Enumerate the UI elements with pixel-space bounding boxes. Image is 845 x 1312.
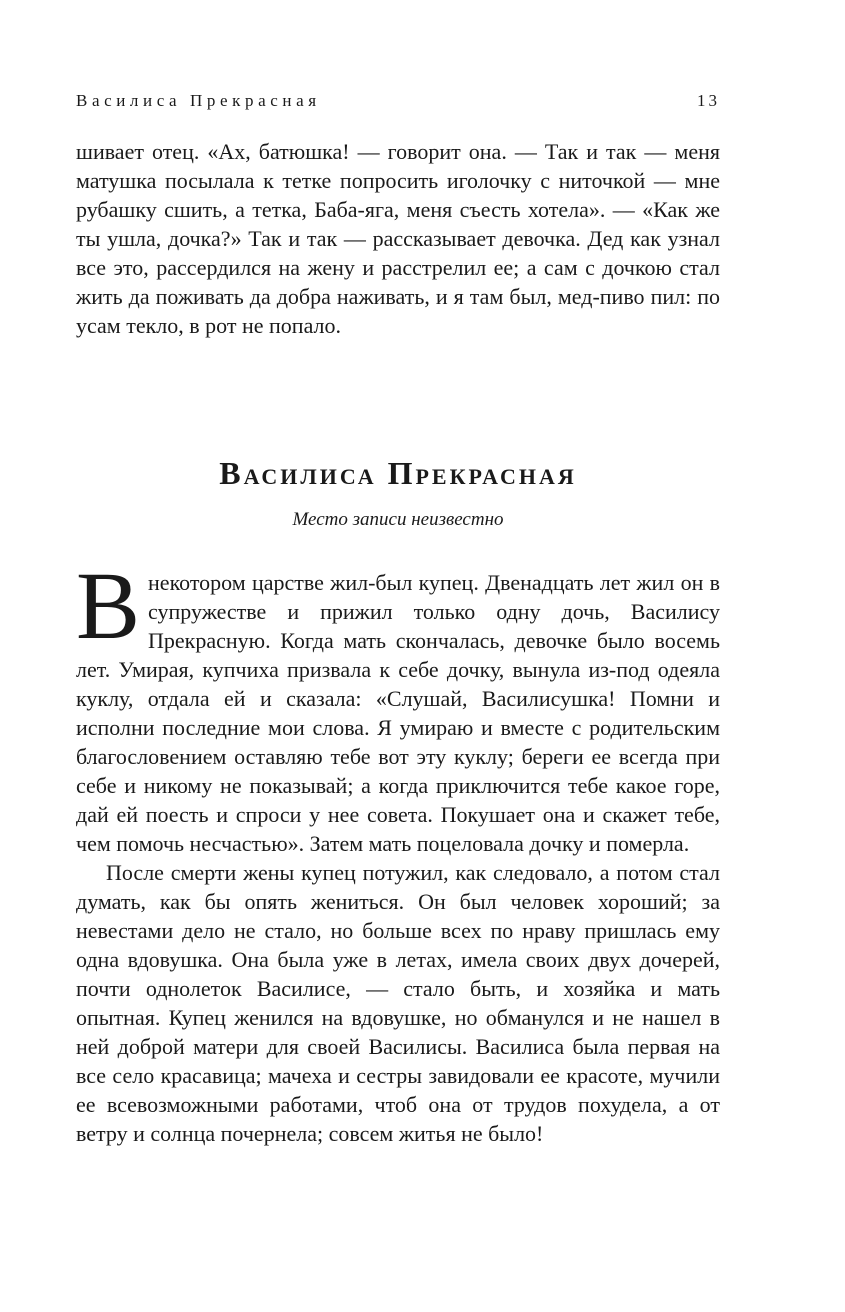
continuation-paragraph: шивает отец. «Ах, батюшка! — говорит она. — Так и так — меня матушка посылала к тетке попросить иголочку с ниточкой — мне рубашку сшить, а тетка, Баба-яга, меня съесть хотела». — «Как же ты ушла, дочка?» Так и так — рассказывает девочка. Дед как узнал все это, рассердился на жену и расстрелил ее; а сам с дочкою стал жить да поживать да добра наживать, и я там был, мед-пиво пил: по усам текло, в рот не попало. [76, 139, 720, 338]
running-head-title: Василиса Прекрасная [76, 91, 321, 110]
running-head [76, 88, 720, 114]
story-paragraph-2: После смерти жены купец потужил, как следовало, а потом стал думать, как бы опять жениться. Он был человек хороший; за невестами дело не стало, но больше всех по нраву пришлась ему одна вдовушка. Она была уже в летах, имела своих двух дочерей, почти однолеток Василисе, — стало быть, и хозяйка и мать опытная. Купец женился на вдовушке, но обманулся и не нашел в ней доброй матери для своей Василисы. Василиса была первая на все село красавица; мачеха и сестры завидовали ее красоте, мучили ее всевозможными работами, чтоб она от трудов похудела, а от ветру и солнца почернела; совсем житья не было! [76, 860, 720, 1146]
story-body [76, 552, 720, 1148]
continuation-text [76, 137, 720, 340]
story-title: Василиса Прекрасная [219, 455, 577, 491]
page-number: 13 [697, 91, 720, 110]
story-paragraph-1-text: некотором царстве жил-был купец. Двенадцать лет жил он в супружестве и прижил только одну дочь, Василису Прекрасную. Когда мать скончалась, девочке было восемь лет. Умирая, купчиха призвала к себе дочку, вынула из-под одеяла куклу, отдала ей и сказала: «Слушай, Василисушка! Помни и исполни последние мои слова. Я умираю и вместе с родительским благословением оставляю тебе вот эту куклу; береги ее всегда при себе и никому не показывай; а когда приключится тебе какое горе, дай ей поесть и спроси у нее совета. Покушает она и скажет тебе, чем помочь несчастью». Затем мать поцеловала дочку и померла. [76, 570, 720, 856]
story-paragraph-1 [76, 552, 720, 858]
story-subtitle: Место записи неизвестно [292, 509, 504, 530]
drop-cap: В [76, 552, 141, 659]
